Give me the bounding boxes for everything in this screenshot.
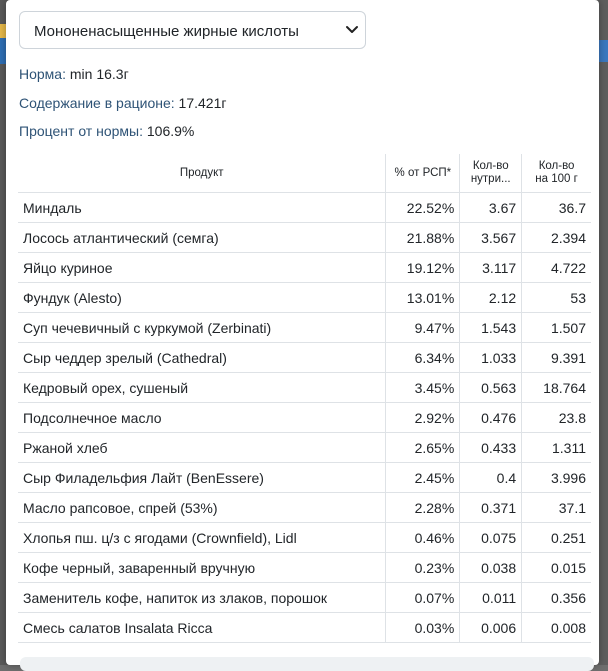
cell-per100: 37.1: [522, 493, 591, 523]
cell-per100: 23.8: [522, 403, 591, 433]
cell-nutrient-amount: 3.67: [460, 193, 522, 223]
cell-product-name: Лосось атлантический (семга): [18, 223, 386, 253]
background-page-right: [598, 0, 608, 665]
table-row: [18, 553, 591, 583]
cell-per100: 0.251: [522, 523, 591, 553]
cell-product-name: Яйцо куриное: [18, 253, 386, 283]
cell-product-name: Сыр чеддер зрелый (Cathedral): [18, 343, 386, 373]
cell-product-name: Заменитель кофе, напиток из злаков, порошок: [18, 583, 386, 613]
cell-nutrient-amount: 3.567: [460, 223, 522, 253]
cell-pct-rsp: 2.65%: [386, 433, 460, 463]
cell-pct-rsp: 9.47%: [386, 313, 460, 343]
header-product[interactable]: Продукт: [18, 154, 386, 193]
cell-pct-rsp: 0.07%: [386, 583, 460, 613]
cell-nutrient-amount: 0.476: [460, 403, 522, 433]
table-row: [18, 283, 591, 313]
cell-product-name: Фундук (Alesto): [18, 283, 386, 313]
cell-nutrient-amount: 0.011: [460, 583, 522, 613]
header-nutrient-amount-line1: Кол-во: [472, 160, 509, 172]
cell-nutrient-amount: 2.12: [460, 283, 522, 313]
content-label: Содержание в рационе:: [19, 95, 175, 111]
percent-value: 106.9%: [146, 123, 195, 139]
cell-per100: 4.722: [522, 253, 591, 283]
cell-per100: 2.394: [522, 223, 591, 253]
cell-nutrient-amount: 0.006: [460, 613, 522, 643]
nutrient-select-value: Мононенасыщенные жирные кислоты: [34, 23, 299, 40]
norm-value: min 16.3г: [69, 66, 129, 82]
header-per100-line1: Кол-во: [538, 160, 575, 172]
cell-nutrient-amount: 1.543: [460, 313, 522, 343]
cell-pct-rsp: 0.23%: [386, 553, 460, 583]
percent-line: [19, 123, 194, 139]
percent-label: Процент от нормы:: [19, 123, 143, 139]
cell-product-name: Ржаной хлеб: [18, 433, 386, 463]
table-row: [18, 253, 591, 283]
cell-per100: 1.311: [522, 433, 591, 463]
cell-product-name: Подсолнечное масло: [18, 403, 386, 433]
cell-nutrient-amount: 0.075: [460, 523, 522, 553]
cell-product-name: Сыр Филадельфия Лайт (BenEssere): [18, 463, 386, 493]
cell-per100: 9.391: [522, 343, 591, 373]
cell-per100: 18.764: [522, 373, 591, 403]
cell-per100: 3.996: [522, 463, 591, 493]
cell-product-name: Хлопья пш. ц/з с ягодами (Crownfield), Lidl: [18, 523, 386, 553]
cell-product-name: Суп чечевичный с куркумой (Zerbinati): [18, 313, 386, 343]
cell-product-name: Масло рапсовое, спрей (53%): [18, 493, 386, 523]
content-line: [19, 95, 226, 111]
cell-per100: 0.356: [522, 583, 591, 613]
table-header-row: [18, 154, 591, 193]
cell-pct-rsp: 2.92%: [386, 403, 460, 433]
cell-nutrient-amount: 0.4: [460, 463, 522, 493]
nutrient-select[interactable]: [19, 11, 366, 49]
cell-pct-rsp: 2.28%: [386, 493, 460, 523]
background-accent: [598, 40, 608, 62]
cell-per100: 53: [522, 283, 591, 313]
table-row: [18, 433, 591, 463]
cell-nutrient-amount: 0.563: [460, 373, 522, 403]
cell-pct-rsp: 22.52%: [386, 193, 460, 223]
cell-per100: 0.008: [522, 613, 591, 643]
table-row: [18, 373, 591, 403]
cell-pct-rsp: 3.45%: [386, 373, 460, 403]
footer-panel: [20, 657, 594, 671]
header-per100[interactable]: [522, 154, 591, 193]
table-row: [18, 493, 591, 523]
cell-pct-rsp: 21.88%: [386, 223, 460, 253]
cell-nutrient-amount: 1.033: [460, 343, 522, 373]
table-row: [18, 583, 591, 613]
cell-product-name: Миндаль: [18, 193, 386, 223]
cell-pct-rsp: 0.46%: [386, 523, 460, 553]
cell-nutrient-amount: 3.117: [460, 253, 522, 283]
table-row: [18, 613, 591, 643]
header-nutrient-amount-line2: нутри...: [470, 173, 511, 185]
cell-product-name: Смесь салатов Insalata Ricca: [18, 613, 386, 643]
norm-line: [19, 66, 129, 82]
cell-nutrient-amount: 0.038: [460, 553, 522, 583]
table-row: [18, 403, 591, 433]
header-per100-line2: на 100 г: [535, 173, 578, 185]
nutrient-details-modal: [6, 0, 599, 665]
cell-nutrient-amount: 0.433: [460, 433, 522, 463]
table-row: [18, 523, 591, 553]
products-table: [18, 154, 591, 643]
table-row: [18, 463, 591, 493]
cell-pct-rsp: 13.01%: [386, 283, 460, 313]
cell-pct-rsp: 0.03%: [386, 613, 460, 643]
cell-nutrient-amount: 0.371: [460, 493, 522, 523]
table-row: [18, 313, 591, 343]
norm-label: Норма:: [19, 66, 66, 82]
cell-pct-rsp: 2.45%: [386, 463, 460, 493]
cell-per100: 1.507: [522, 313, 591, 343]
cell-per100: 0.015: [522, 553, 591, 583]
header-nutrient-amount[interactable]: [460, 154, 522, 193]
cell-pct-rsp: 6.34%: [386, 343, 460, 373]
cell-pct-rsp: 19.12%: [386, 253, 460, 283]
content-value: 17.421г: [178, 95, 227, 111]
table-row: [18, 193, 591, 223]
table-row: [18, 223, 591, 253]
header-pct-rsp[interactable]: % от РСП*: [386, 154, 460, 193]
cell-product-name: Кофе черный, заваренный вручную: [18, 553, 386, 583]
chevron-down-icon: [345, 22, 359, 36]
cell-per100: 36.7: [522, 193, 591, 223]
cell-product-name: Кедровый орех, сушеный: [18, 373, 386, 403]
table-row: [18, 343, 591, 373]
